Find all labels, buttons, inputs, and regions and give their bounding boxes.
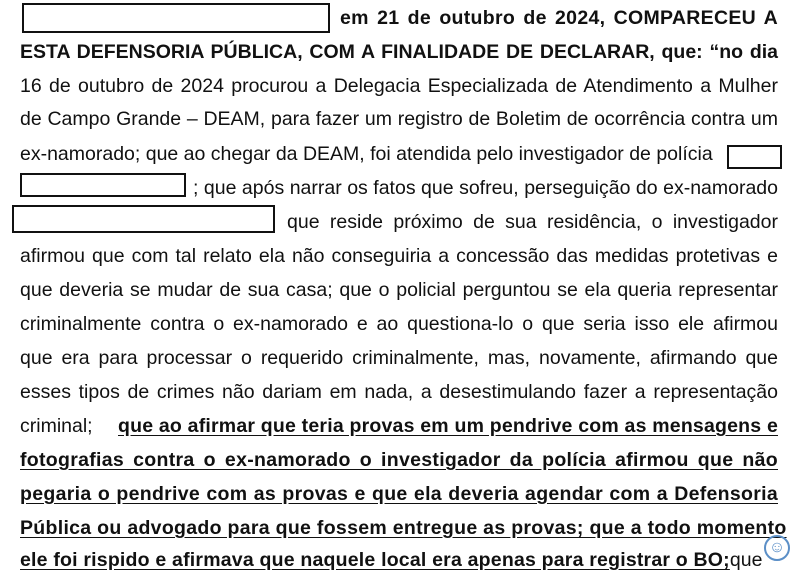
doc-line-12: esses tipos de crimes não dariam em nada, a desestimulando fazer a representação bbox=[20, 381, 778, 403]
doc-line-1: em 21 de outubro de 2024, COMPARECEU A bbox=[340, 7, 778, 29]
doc-line-17-emphasis: ele foi rispido e afirmava que naquele local era apenas para registrar o BO; bbox=[20, 549, 730, 571]
doc-line-9: que deveria se mudar de sua casa; que o policial perguntou se ela queria representar bbox=[20, 279, 778, 301]
doc-line-2: ESTA DEFENSORIA PÚBLICA, COM A FINALIDADE DE DECLARAR, que: “no dia bbox=[20, 41, 778, 63]
doc-line-11: que era para processar o requerido criminalmente, mas, novamente, afirmando que bbox=[20, 347, 778, 369]
doc-line-4: de Campo Grande – DEAM, para fazer um registro de Boletim de ocorrência contra um bbox=[20, 108, 778, 130]
redaction-box-investigator-cont bbox=[20, 173, 186, 197]
doc-line-13-emphasis: que ao afirmar que teria provas em um pendrive com as mensagens e bbox=[118, 415, 778, 437]
doc-line-17-plain: que bbox=[729, 549, 763, 571]
redaction-box-investigator bbox=[727, 145, 782, 169]
doc-line-13-plain: criminal; bbox=[20, 415, 93, 437]
doc-line-5: ex-namorado; que ao chegar da DEAM, foi atendida pelo investigador de polícia bbox=[20, 143, 713, 165]
doc-line-16: Pública ou advogado para que fossem entregue as provas; que a todo momento bbox=[20, 517, 787, 539]
doc-line-7: que reside próximo de sua residência, o investigador bbox=[287, 211, 778, 233]
doc-line-13 bbox=[20, 414, 778, 439]
doc-line-15: pegaria o pendrive com as provas e que ela deveria agendar com a Defensoria bbox=[20, 483, 778, 505]
redaction-box-name bbox=[22, 3, 330, 33]
doc-line-14: fotografias contra o ex-namorado o investigador da polícia afirmou que não bbox=[20, 449, 778, 471]
doc-line-17 bbox=[20, 548, 763, 573]
doc-line-8: afirmou que com tal relato ela não conseguiria a concessão das medidas protetivas e bbox=[20, 245, 778, 267]
seal-icon: ☺ bbox=[764, 535, 790, 561]
doc-line-3: 16 de outubro de 2024 procurou a Delegacia Especializada de Atendimento a Mulher bbox=[20, 75, 778, 97]
doc-line-10: criminalmente contra o ex-namorado e ao questiona-lo o que seria isso ele afirmou bbox=[20, 313, 778, 335]
doc-line-6: ; que após narrar os fatos que sofreu, perseguição do ex-namorado bbox=[193, 177, 778, 199]
redaction-box-ex-boyfriend bbox=[12, 205, 275, 233]
